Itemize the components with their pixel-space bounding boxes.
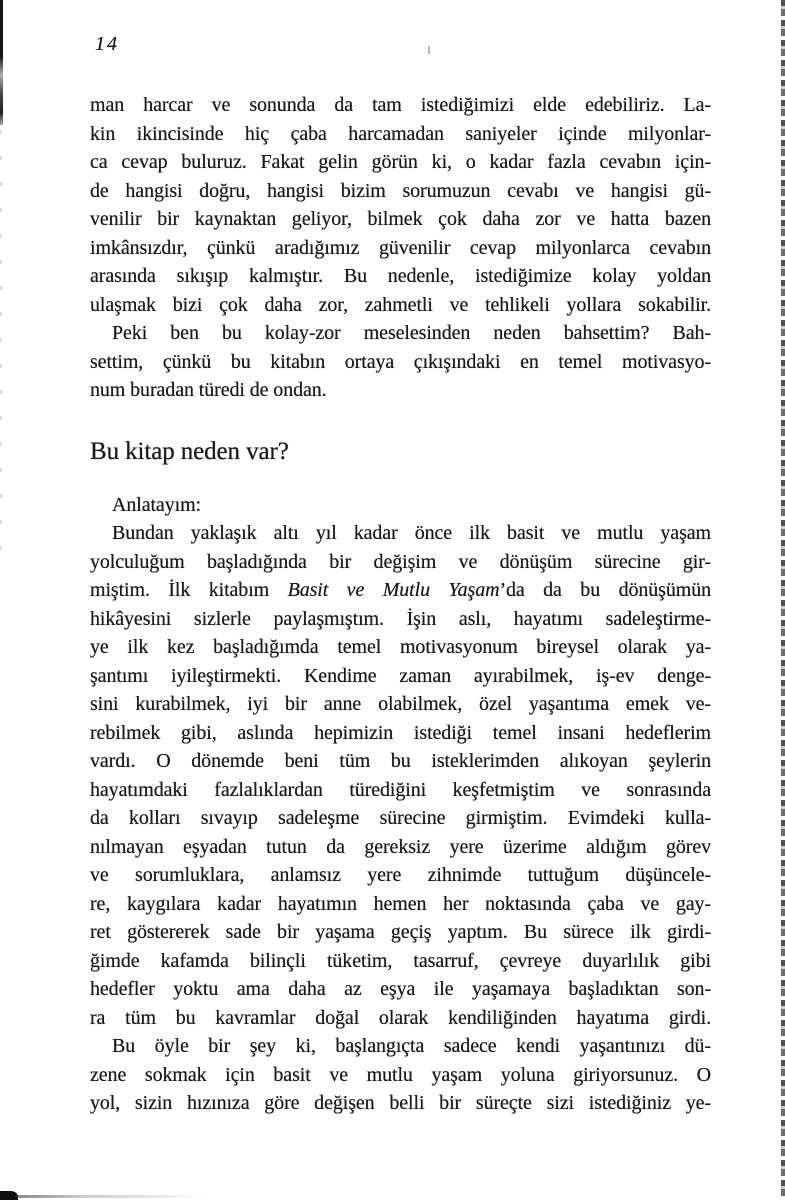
- scan-artifact-bottom-smear: [15, 1195, 210, 1198]
- text-line: yolculuğum başladığında bir değişim ve dönüşüm sürecine gir-: [90, 550, 711, 573]
- text-line: yol, sizin hızınıza göre değişen belli bir süreçte sizi istediğiniz ye-: [90, 1092, 711, 1114]
- scan-artifact-bottom-left-blob: [0, 1191, 18, 1200]
- paragraph: [90, 319, 711, 405]
- text-line: ra tüm bu kavramlar doğal olarak kendiliğinden hayatıma girdi.: [90, 1006, 711, 1029]
- paragraph: [90, 91, 711, 319]
- text-line: rebilmek gibi, aslında hepimizin istediği temel insani hedeflerim: [90, 721, 711, 744]
- text-line: da kolları sıvayıp sadeleşme sürecine girmiştim. Evimdeki kulla-: [90, 807, 711, 829]
- text-line: ye ilk kez başladığımda temel motivasyonum bireysel olarak ya-: [90, 636, 711, 658]
- text-segment: ’da da bu dönüşümün: [499, 579, 712, 601]
- text-line: sini kurabilmek, iyi bir anne olabilmek, özel yaşantıma emek ve-: [90, 693, 711, 715]
- text-line: ve sorumluklara, anlamsız yere zihnimde tuttuğum düşüncele-: [90, 864, 711, 886]
- page-number: 14: [95, 33, 119, 55]
- text-line: Bundan yaklaşık altı yıl kadar önce ilk basit ve mutlu yaşam: [112, 522, 711, 544]
- text-line: de hangisi doğru, hangisi bizim sorumuzun cevabı ve hangisi gü-: [90, 179, 711, 202]
- text-line: Bu öyle bir şey ki, başlangıçta sadece kendi yaşantınızı dü-: [112, 1035, 711, 1057]
- text-line: ca cevap buluruz. Fakat gelin görün ki, o kadar fazla cevabın için-: [90, 151, 711, 173]
- text-line: şantımı iyileştirmekti. Kendime zaman ayırabilmek, iş-ev denge-: [90, 664, 711, 687]
- text-line: arasında sıkışıp kalmıştır. Bu nedenle, istediğimize kolay yoldan: [90, 265, 711, 287]
- text-line: hayatımdaki fazlalıklardan türediğini keşfetmiştim ve sonrasında: [90, 778, 711, 801]
- text-line: settim, çünkü bu kitabın ortaya çıkışındaki en temel motivasyo-: [90, 350, 711, 373]
- paragraph: [90, 491, 711, 520]
- scan-artifact-right-edge: [781, 0, 785, 1200]
- text-line: zene sokmak için basit ve mutlu yaşam yoluna giriyorsunuz. O: [90, 1063, 711, 1086]
- text-segment: miştim. İlk kitabım: [90, 579, 288, 601]
- scan-artifact-left-edge: [0, 0, 3, 125]
- text-line: venilir bir kaynaktan geliyor, bilmek çok daha zor ve hatta bazen: [90, 208, 711, 230]
- text-line: Peki ben bu kolay-zor meselesinden neden bahsettim? Bah-: [112, 322, 711, 344]
- text-line: hedefler yoktu ama daha az eşya ile yaşamaya başladıktan son-: [90, 978, 711, 1000]
- book-title-italic: Basit ve Mutlu Yaşam: [287, 579, 500, 601]
- text-line: Anlatayım:: [112, 493, 201, 516]
- text-line: ret göstererek sade bir yaşama geçiş yaptım. Bu sürece ilk girdi-: [90, 921, 711, 943]
- page-text-block: [90, 91, 711, 1118]
- paragraph: [90, 1032, 711, 1118]
- section-heading: Bu kitap neden var?: [90, 437, 289, 465]
- scan-artifact-top-tick: [428, 46, 430, 54]
- text-line: imkânsızdır, çünkü aradığımız güvenilir cevap milyonlarca cevabın: [90, 236, 711, 259]
- scan-artifact-left-speckle: [0, 130, 2, 560]
- text-line: re, kaygılara kadar hayatımın hemen her noktasında çaba ve gay-: [90, 892, 711, 915]
- text-line: vardı. O dönemde beni tüm bu isteklerimden alıkoyan şeylerin: [90, 750, 711, 772]
- text-line: kin ikincisinde hiç çaba harcamadan saniyeler içinde milyonlar-: [90, 122, 711, 145]
- text-line: man harcar ve sonunda da tam istediğimizi elde edebiliriz. La-: [90, 94, 711, 116]
- text-line: hikâyesini sizlerle paylaşmıştım. İşin aslı, hayatımı sadeleştirme-: [90, 607, 711, 630]
- text-line: ulaşmak bizi çok daha zor, zahmetli ve tehlikeli yollara sokabilir.: [90, 293, 711, 316]
- text-line: num buradan türedi de ondan.: [90, 379, 327, 401]
- text-line: nılmayan eşyadan tutun da gereksiz yere üzerime aldığım görev: [90, 835, 711, 858]
- text-line-with-italic: [90, 576, 711, 605]
- paragraph: [90, 519, 711, 1032]
- text-line: ğimde kafamda bilinçli tüketim, tasarruf, çevreye duyarlılık gibi: [90, 949, 711, 972]
